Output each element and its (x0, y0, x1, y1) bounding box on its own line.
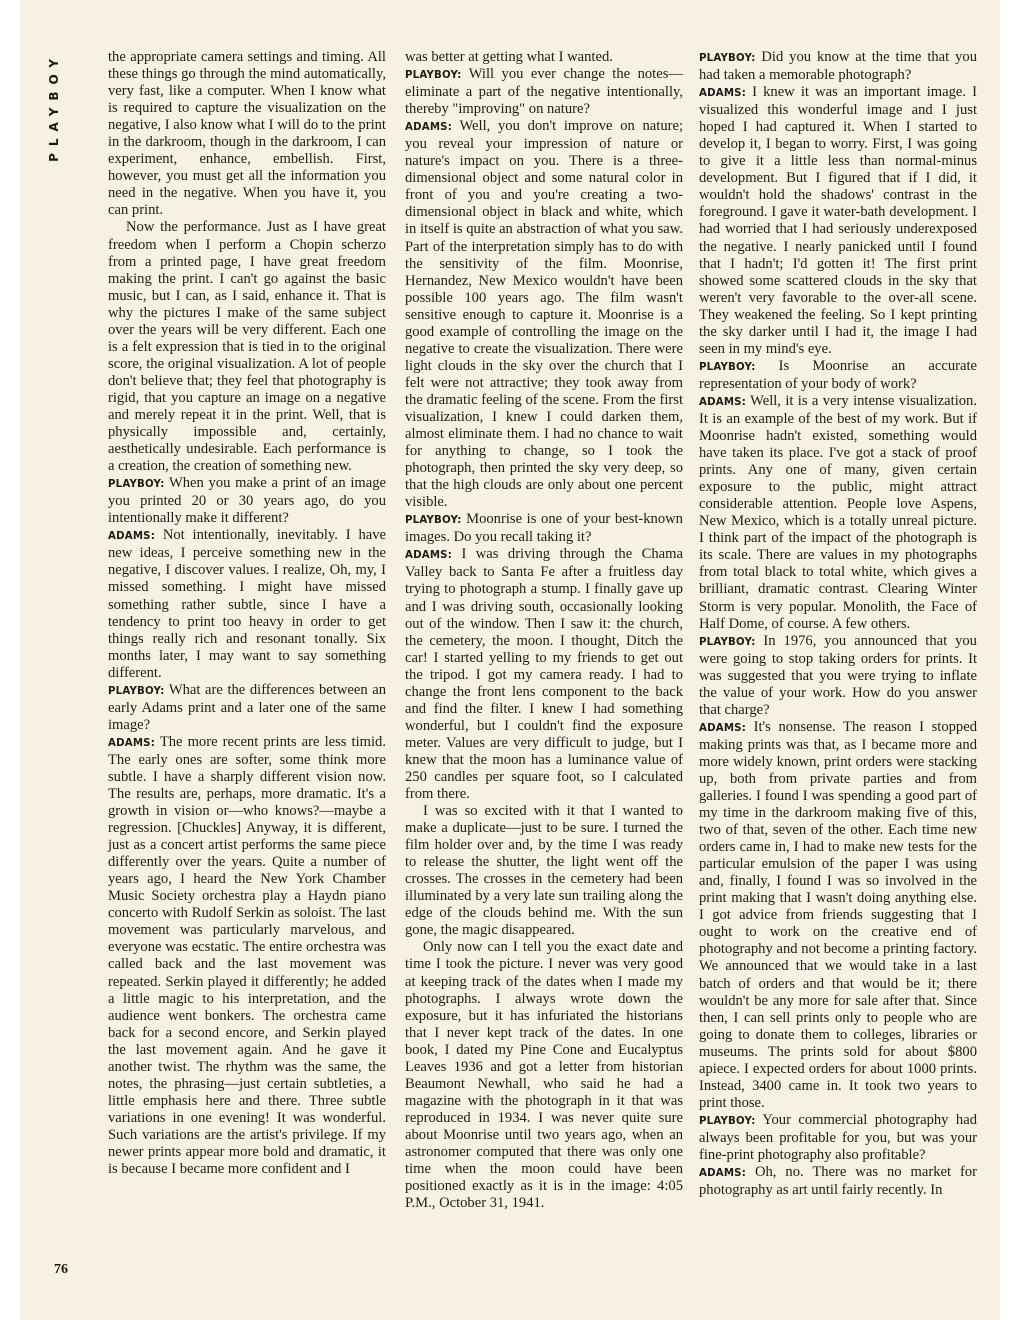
paragraph-text: It's nonsense. The reason I stopped making prints was that, as I became more and more widely known, print orders were stacking up, both from private parties and from galleries. I found I was spending a good part of my time in the darkroom making five of this, two of that, seven of the other. Each time new orders came in, I had to make new tests for the particular emulsion of the paper I was using and, finally, I found I was so involved in the print making that I wasn't doing anything else. I got advice from friends suggesting that I ought to work on the creative end of photography and not become a printing factory. We announced that we would take in a last batch of orders and that would be it; there wouldn't be any more for sale after that. Since then, I can sell prints only to people who are going to donate them to colleges, libraries or museums. The prints sold for about $800 apiece. I expected orders for about 1000 prints. Instead, 3400 came in. It took two years to print those. (699, 718, 978, 1111)
speaker-label: PLAYBOY: (405, 515, 462, 527)
speaker-label: PLAYBOY: (405, 70, 462, 82)
paragraph-text: The more recent prints are less timid. The early ones are softer, some think more subtle. I have a sharply different vision now. The results are, perhaps, more dramatic. It's a growth in vision or—who knows?—maybe a regression. [Chuckles] Anyway, it is different, just as a concert artist performs the same piece differently over the years. Quite a number of years ago, I heard the New York Chamber Music Society orchestra play a Haydn piano concerto with Rudolf Serkin as soloist. The last movement was particularly marvelous, and everyone was ecstatic. The entire orchestra was called back and the last movement was repeated. Serkin played it differently; he added a little magic to his interpretation, and the audience went bonkers. The orchestra came back for a second encore, and Serkin played the last movement again. And he gave it another twist. The rhythm was the same, the notes, the phrasing—just certain subtleties, a little emphasis here and there. Three subtle variations in one evening! It was wonderful. Such variations are the artist's privilege. If my newer prints appear more bold and dramatic, it is because I became more confident and I (108, 733, 387, 1178)
text-column-2 (405, 49, 683, 1212)
paragraph (699, 358, 977, 393)
paragraph-text: was better at getting what I wanted. (405, 49, 613, 65)
speaker-label: ADAMS: (108, 531, 155, 543)
text-column-3 (699, 49, 977, 1199)
paragraph-text: I knew it was an important image. I visualized this wonderful image and I just hoped I had captured it. When I started to develop it, I began to worry. First, I was going to give it a little less than normal-minus development. But I figured that if I did, it wouldn't hold the shadows' contrast in the foreground. I gave it water-bath development. I had worried that I had seriously underexposed the negative. I nearly panicked until I found that I hadn't; I'd gotten it! The first print showed some scattered clouds in the sky that weren't very favorable to the over-all scene. They weakened the feeling. So I kept printing the sky darker until I had it, the image I had seen in my mind's eye. (699, 84, 977, 357)
page-number: 76 (54, 1262, 68, 1277)
paragraph-text: Will you ever change the notes—eliminate a part of the negative intentionally, thereby "improving" on nature? (405, 66, 683, 118)
paragraph (108, 49, 386, 219)
paragraph-text: I was driving through the Chama Valley back to Santa Fe after a fruitless day trying to photograph a stump. I finally gave up and I was driving south, occasionally looking out of the window. Then I saw it: the church, the cemetery, the moon. I thought, Ditch the car! I started yelling to my friends to get out the tripod. I got my camera ready. I had to change the front lens component to the back and find the filter. I knew I had something wonderful, but I couldn't find the exposure meter. Values are very difficult to judge, but I knew that the moon has a luminance value of 250 candles per square foot, so I calculated from there. (405, 546, 683, 803)
paragraph (405, 803, 683, 939)
paragraph (405, 66, 683, 118)
paragraph-text: Well, you don't improve on nature; you reveal your impression of nature or nature's impact on you. There is a three-dimensional object and some natural color in front of you and you're creating a two-dimensional object in black and white, which in itself is quite an abstraction of what you saw. Part of the interpretation simply has to do with the sensitivity of the film. Moonrise, Hernandez, New Mexico wouldn't have been possible 100 years ago. The film wasn't sensitive enough to capture it. Moonrise is a good example of controlling the image on the negative to create the visualization. There were light clouds in the sky over the church that I felt were not attractive; they took away from the dramatic feeling of the scene. From the first visualization, I knew I could darken them, almost eliminate them. I had no chance to wait for anything to change, so I took the photograph, then printed the sky very deep, so that the high clouds are only about one percent visible. (405, 118, 684, 511)
paragraph-text: Is Moonrise an accurate representation of your body of work? (699, 357, 977, 392)
paragraph-text: Oh, no. There was no market for photography as art until fairly recently. In (699, 1164, 977, 1199)
paragraph (405, 546, 683, 803)
speaker-label: ADAMS: (405, 550, 452, 562)
paragraph-text: Only now can I tell you the exact date and time I took the picture. I never was very good at keeping track of the dates when I made my photographs. I always wrote down the exposure, but it has infuriated the historians that I never kept track of the dates. In one book, I dated my Pine Cone and Eucalyptus Leaves 1936 and got a letter from historian Beaumont Newhall, who said he had a magazine with the photograph in it that was reproduced in 1934. I was never quite sure about Moonrise until two years ago, when an astronomer computed that there was only one time when the moon could have been positioned exactly as it is in the image: 4:05 P.M., October 31, 1941. (405, 939, 683, 1212)
text-column-1 (108, 49, 386, 1178)
paragraph (108, 682, 386, 734)
paragraph (699, 1112, 977, 1164)
paragraph (108, 527, 386, 681)
paragraph-text: Did you know at the time that you had taken a memorable photograph? (699, 49, 977, 84)
paragraph (699, 393, 977, 633)
speaker-label: PLAYBOY: (699, 53, 756, 64)
magazine-page (20, 0, 1000, 1320)
paragraph (405, 118, 683, 511)
paragraph (699, 84, 977, 358)
paragraph-text: Well, it is a very intense visualization. It is an example of the best of my work. But if Moonrise hadn't existed, something would have taken its place. I've got a stack of proof prints. Any one of many, given certain exposure to the public, might attract considerable attention. People love Aspens, New Mexico, which is a totally unreal picture. I think part of the impact of the photograph is its scale. There are values in my photographs from total black to total white, which gives a brilliant, dramatic contrast. Clearing Winter Storm is very popular. Monolith, the Face of Half Dome, of course. A few others. (699, 392, 978, 632)
paragraph (699, 1164, 977, 1199)
speaker-label: ADAMS: (699, 722, 746, 734)
magazine-name: PLAYBOY (47, 52, 61, 162)
paragraph (699, 49, 977, 84)
speaker-label: ADAMS: (405, 122, 452, 134)
paragraph (108, 734, 386, 1178)
speaker-label: ADAMS: (699, 88, 746, 100)
paragraph-text: In 1976, you announced that you were going to stop taking orders for prints. It was suggested that you were trying to inflate the value of your work. How do you answer that charge? (699, 632, 977, 718)
paragraph-text: I was so excited with it that I wanted to make a duplicate—just to be sure. I turned the film holder over and, by the time I was ready to release the shutter, the light went off the crosses. The crosses in the cemetery had been illuminated by a very late sun trailing along the edge of the clouds behind me. With the sun gone, the magic disappeared. (405, 803, 683, 939)
paragraph-text: Moonrise is one of your best-known images. Do you recall taking it? (405, 511, 683, 546)
paragraph-text: Now the performance. Just as I have great freedom when I perform a Chopin scherzo from a printed page, I have great freedom making the print. I can't go against the basic music, but I can, as I said, enhance it. That is why the pictures I make of the same subject over the years will be very different. Each one is a felt expression that is tied in to the original score, the original visualization. A lot of people don't believe that; they feel that photography is rigid, that you capture an image on a negative and merely repeat it in the print. Well, that is physically impossible and, certainly, aesthetically undesirable. Each performance is a creation, the creation of something new. (108, 219, 386, 475)
paragraph-text: Your commercial photography had always been profitable for you, but was your fine-print photography also profitable? (699, 1111, 978, 1163)
speaker-label: ADAMS: (108, 737, 155, 749)
paragraph (108, 219, 386, 475)
paragraph-text: Not intentionally, inevitably. I have new ideas, I perceive something new in the negative, I discover values. I realize, Oh, my, I missed something. I might have missed something rather subtle, since I have a tendency to print too heavy in order to get things really rich and resonant tonally. Six months later, I may want to say something different. (108, 527, 386, 681)
paragraph-text: What are the differences between an early Adams print and a later one of the same image? (108, 681, 387, 733)
paragraph (108, 475, 386, 527)
speaker-label: PLAYBOY: (108, 479, 165, 491)
speaker-label: PLAYBOY: (699, 361, 756, 373)
paragraph-text: the appropriate camera settings and timing. All these things go through the mind automatically, very fast, like a computer. When I know what is required to capture the visualization on the negative, I also know what I will do to the print in the darkroom, though in the darkroom, I can experiment, enhance, embellish. First, however, you must get all the information you need in the negative. When you have it, you can print. (108, 49, 386, 219)
paragraph (405, 939, 683, 1212)
paragraph (699, 719, 977, 1112)
speaker-label: ADAMS: (699, 1168, 746, 1180)
paragraph (699, 633, 977, 719)
paragraph (405, 49, 683, 66)
paragraph (405, 511, 683, 546)
speaker-label: PLAYBOY: (108, 685, 165, 697)
paragraph-text: When you make a print of an image you printed 20 or 30 years ago, do you intentionally make it different? (108, 475, 386, 527)
speaker-label: PLAYBOY: (699, 1115, 756, 1127)
speaker-label: PLAYBOY: (699, 636, 756, 648)
speaker-label: ADAMS: (699, 396, 746, 408)
